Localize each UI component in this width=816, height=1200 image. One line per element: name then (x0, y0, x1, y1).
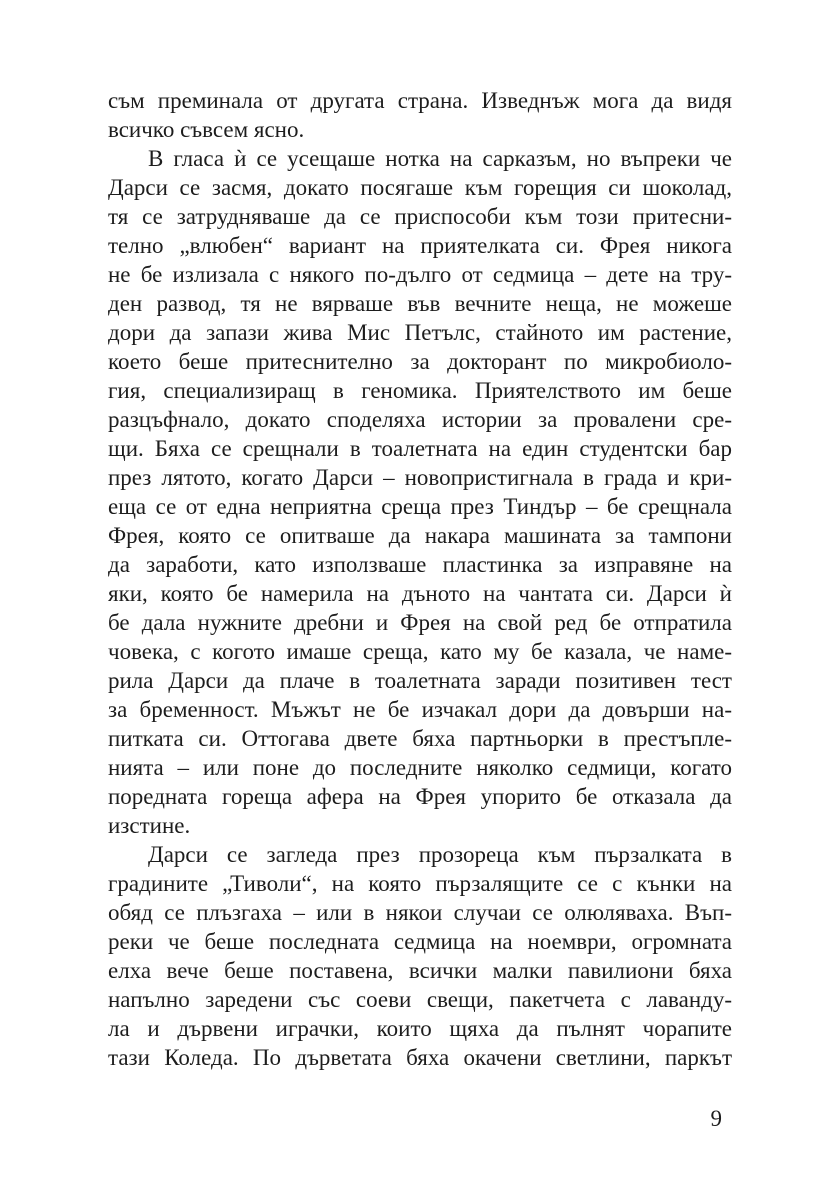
page-number: 9 (710, 1106, 722, 1131)
text-line: нията – или поне до последните няколко седмици, когато (108, 755, 732, 780)
text-line: дори да запази жива Мис Петълс, стайното им растение, (108, 320, 732, 345)
text-line: което беше притеснително за докторант по микробиоло- (108, 349, 732, 374)
paragraph (108, 840, 732, 1072)
text-line: обяд се плъзгаха – или в някои случаи се олюляваха. Въп- (108, 900, 732, 925)
text-line: бе дала нужните дребни и Фрея на свой ред бе отпратила (108, 610, 732, 635)
text-line: изстине. (108, 813, 191, 838)
text-line: питката си. Оттогава двете бяха партньорки в престъпле- (108, 726, 732, 751)
paragraph (108, 144, 732, 840)
text-line: рила Дарси да плаче в тоалетната заради позитивен тест (108, 668, 732, 693)
text-line: за бременност. Мъжът не бе изчакал дори да довърши на- (108, 697, 732, 722)
text-line: гия, специализиращ в геномика. Приятелството им беше (108, 378, 732, 403)
text-line: Фрея, която се опитваше да накара машината за тампони (108, 523, 732, 548)
text-block (108, 86, 732, 1072)
text-line: не бе излизала с някого по-дълго от седмица – дете на тру- (108, 262, 732, 287)
text-line: телно „влюбен“ вариант на приятелката си. Фрея никога (108, 233, 732, 258)
text-line: щи. Бяха се срещнали в тоалетната на един студентски бар (108, 436, 732, 461)
text-line: тази Коледа. По дърветата бяха окачени светлини, паркът (108, 1045, 732, 1070)
text-line: ден развод, тя не вярваше във вечните неща, не можеше (108, 291, 732, 316)
text-line: през лятото, когато Дарси – новопристигнала в града и кри- (108, 465, 732, 490)
text-line: яки, която бе намерила на дъното на чантата си. Дарси ѝ (108, 581, 732, 606)
text-line: всичко съвсем ясно. (108, 117, 305, 142)
text-line: тя се затрудняваше да се приспособи към този притесни- (108, 204, 732, 229)
text-line: напълно заредени със соеви свещи, пакетчета с лаванду- (108, 987, 732, 1012)
text-line: В гласа ѝ се усещаше нотка на сарказъм, но въпреки че (148, 146, 732, 171)
text-line: разцъфнало, докато споделяха истории за провалени сре- (108, 407, 732, 432)
text-line: човека, с когото имаше среща, като му бе казала, че наме- (108, 639, 732, 664)
text-line: да заработи, като използваше пластинка за изправяне на (108, 552, 732, 577)
text-line: поредната гореща афера на Фрея упорито бе отказала да (108, 784, 732, 809)
text-line: еща се от една неприятна среща през Тиндър – бе срещнала (108, 494, 732, 519)
text-line: Дарси се засмя, докато посягаше към горещия си шоколад, (108, 175, 732, 200)
text-line: реки че беше последната седмица на ноември, огромната (108, 929, 732, 954)
paragraph (108, 86, 732, 144)
text-line: елха вече беше поставена, всички малки павилиони бяха (108, 958, 732, 983)
text-line: градините „Тиволи“, на която пързалящите се с кънки на (108, 871, 732, 896)
text-line: ла и дървени играчки, които щяха да пълнят чорапите (108, 1016, 732, 1041)
text-line: Дарси се загледа през прозореца към пързалката в (148, 842, 732, 867)
text-line: съм преминала от другата страна. Изведнъж мога да видя (108, 88, 732, 113)
